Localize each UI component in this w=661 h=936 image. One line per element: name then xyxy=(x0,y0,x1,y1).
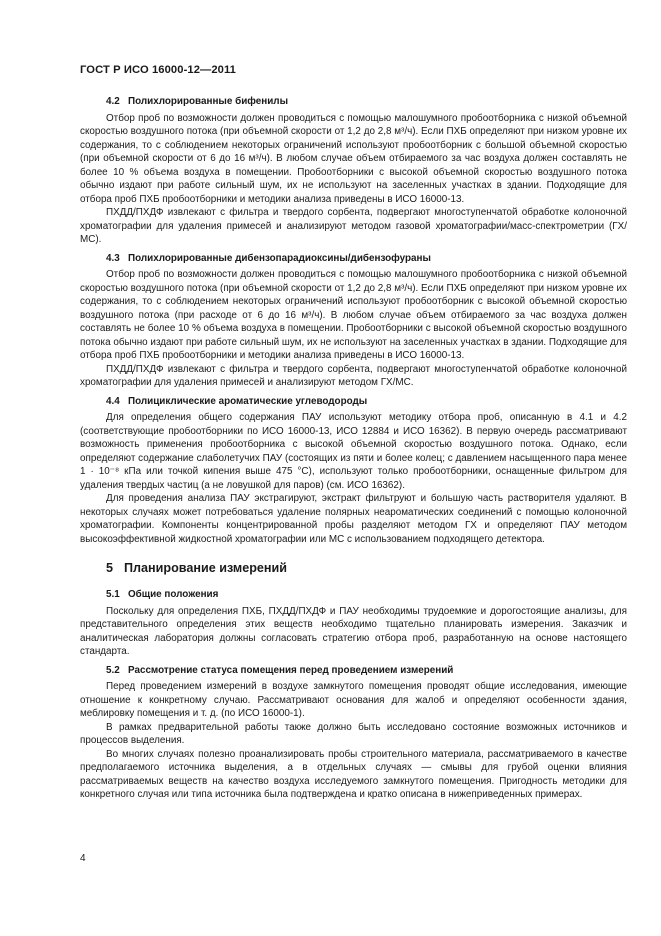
paragraph: ПХДД/ПХДФ извлекают с фильтра и твердого сорбента, подвергают многоступенчатой обработке колоночной хроматографии для удаления примесей и анализируют методом ГХ/МС. xyxy=(80,363,627,388)
paragraph: Перед проведением измерений в воздухе замкнутого помещения проводят общие исследования, имеющие отношение к конкретному случаю. Рассматривают основания для жалоб и определяют особенности здания, меблировку помещения и т. д. (по ИСО 16000-1). xyxy=(80,681,627,719)
paragraph: В рамках предварительной работы также должно быть исследовано состояние возможных источников и процессов выделения. xyxy=(80,721,627,746)
subsection-heading-4-2: 4.2 Полихлорированные бифенилы xyxy=(106,96,289,107)
paragraph: Отбор проб по возможности должен проводиться с помощью малошумного пробоотборника с низкой объемной скоростью воздушного потока (при объемной скорости от 1,2 до 2,8 м³/ч). Если ПХБ определяют при низком уровне их содержания, то с соблюдением некоторых ограничений используют пробоотборник с большой объемной скоростью (при объемной скорости от 6 до 16 м³/ч). В любом случае объем отбираемого за час воздуха должен составлять не более 10 % объема воздуха в помещении. Пробоотборники с высокой объемной скоростью воздушного потока обычно издают при работе сильный шум, их не используют на заселенных участках в здании. Подходящие для отбора проб ПХБ пробоотборники и методики анализа приведены в ИСО 16000-13. xyxy=(80,112,627,205)
paragraph: Для проведения анализа ПАУ экстрагируют, экстракт фильтруют и большую часть растворителя удаляют. В некоторых случаях может потребоваться удаление полярных неароматических соединений с помощью колоночной хроматографии. Компоненты концентрированной пробы разделяют методом ГХ и определяют ПАУ методом высокоэффективной жидкостной хроматографии или МС с использованием подходящего детектора. xyxy=(80,493,627,545)
subsection-heading-5-2: 5.2 Рассмотрение статуса помещения перед проведением измерений xyxy=(106,664,454,676)
subsection-heading-5-1: 5.1 Общие положения xyxy=(106,589,219,600)
document-header: ГОСТ Р ИСО 16000-12—2011 xyxy=(80,64,236,76)
paragraph: ПХДД/ПХДФ извлекают с фильтра и твердого сорбента, подвергают многоступенчатой обработке колоночной хроматографии для удаления примесей и анализируют методом газовой хроматографии/масс-спектрометрии (ГХ/МС). xyxy=(80,207,627,245)
paragraph: Во многих случаях полезно проанализировать пробы строительного материала, рассматриваемого в качестве предполагаемого источника выделения, а в отдельных случаях — смывы для грубой оценки влияния рассматриваемых веществ на качество воздуха исследуемого замкнутого помещения. Пригодность методики для конкретного случая или типа источника была подтверждена и кратко описана в нижеприведенных примерах. xyxy=(80,748,627,800)
paragraph: Отбор проб по возможности должен проводиться с помощью малошумного пробоотборника с низкой объемной скоростью воздушного потока (при объемной скорости от 1,2 до 2,8 м³/ч). Если ПХБ определяют при низком уровне их содержания, то с соблюдением некоторых ограничений используют пробоотборник с высокой объемной скоростью воздушного потока (при расходе от 6 до 16 м³/ч). В любом случае объем отбираемого за час воздуха должен составлять не более 10 % объема воздуха в помещении. Пробоотборники с высокой объемной скоростью воздушного потока обычно издают при работе сильный шум, их не используют на заселенных участках в здании. Подходящие для отбора проб ПХБ пробоотборники и методики анализа приведены в ИСО 16000-13. xyxy=(80,269,627,361)
document-body xyxy=(80,95,627,802)
subsection-heading-4-3: 4.3 Полихлорированные дибензопарадиоксины/дибензофураны xyxy=(106,252,431,264)
page-number: 4 xyxy=(80,853,86,864)
paragraph: Поскольку для определения ПХБ, ПХДД/ПХДФ и ПАУ необходимы трудоемкие и дорогостоящие анализы, для представительного определения этих веществ необходимо тщательно планировать измерения. Заказчик и аналитическая лаборатория должны согласовать стратегию отбора проб, разработанную на основе настоящего стандарта. xyxy=(80,605,627,657)
subsection-heading-4-4: 4.4 Полициклические ароматические углеводороды xyxy=(106,395,368,407)
section-heading-5: 5 Планирование измерений xyxy=(106,561,288,575)
paragraph: Для определения общего содержания ПАУ используют методику отбора проб, описанную в 4.1 и 4.2 (соответствующие пробоотборники по ИСО 16000-13, ИСО 12884 и ИСО 16362). В первую очередь рассматривают возможность применения пробоотборника с высокой объемной скоростью воздушного потока. Однако, если определяют содержание слаболетучих ПАУ (состоящих из пяти и более колец; с давлением насыщенного пара менее 1 · 10⁻⁸ кПа или точкой кипения выше 475 °С), используют только пробоотборники, оснащенные фильтром для удаления твердых частиц (а не ловушкой для паров) (см. ИСО 16362). xyxy=(80,412,627,491)
